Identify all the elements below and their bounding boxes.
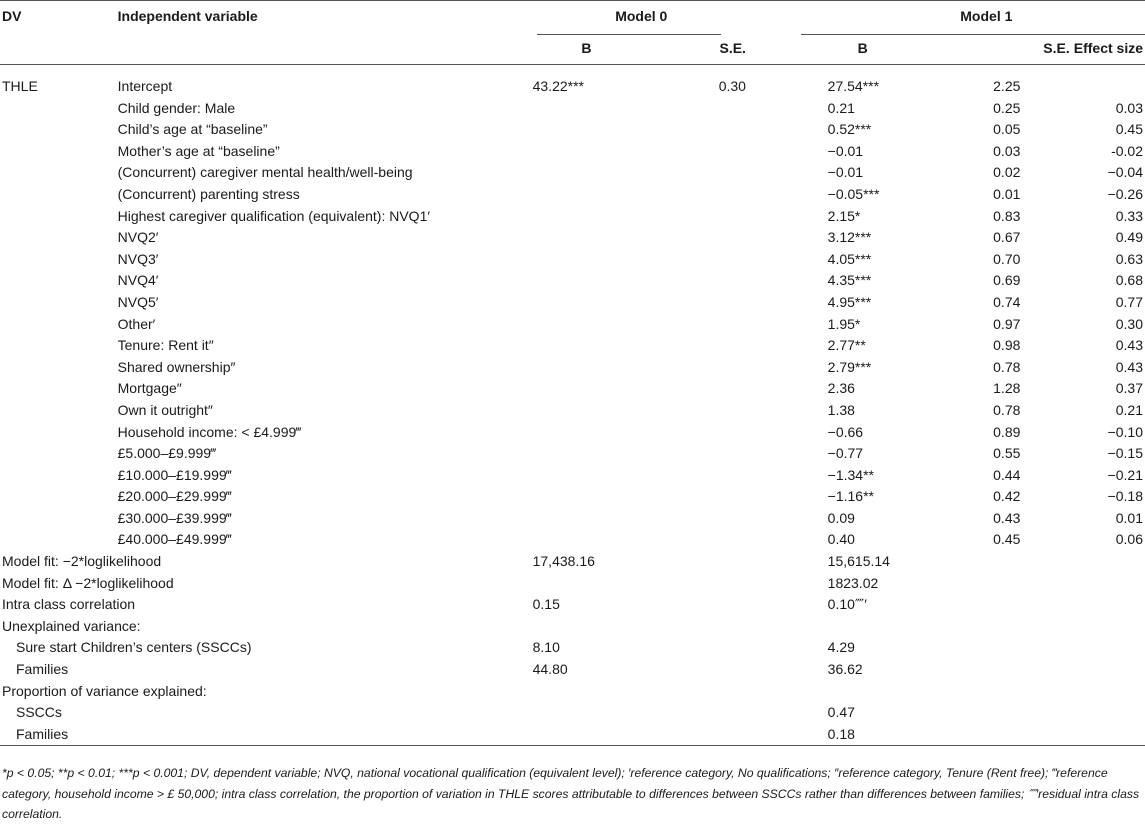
table-row <box>0 76 1145 98</box>
variable-name: NVQ2′ <box>117 229 159 246</box>
model1-b-value: 0.52*** <box>827 121 872 138</box>
spacer <box>975 724 1074 746</box>
model1-b-value: −1.34** <box>827 466 874 483</box>
model0-b-value: 43.22*** <box>532 78 584 94</box>
dv-cell <box>0 119 118 141</box>
model1-se-value: 0.45 <box>993 531 1021 548</box>
model0-se-value <box>670 162 750 184</box>
effect-size-value <box>1074 76 1145 98</box>
model0-se-value <box>670 529 750 551</box>
effect-size-value: 0.63 <box>1115 250 1143 267</box>
table-row <box>0 249 1145 271</box>
model1-se-value: 0.05 <box>993 121 1021 138</box>
effect-size-value: 0.30 <box>1115 315 1143 332</box>
dv-cell <box>0 508 118 530</box>
variable-name: £10.000–£19.999‴ <box>117 466 232 483</box>
summary-model0-value <box>533 724 671 746</box>
dv-cell <box>0 206 118 228</box>
model1-b-value: −0.05*** <box>827 185 880 202</box>
effect-size-value: 0.21 <box>1115 401 1143 418</box>
spacer <box>750 141 828 163</box>
effect-size-value: −0.18 <box>1107 488 1143 505</box>
spacer <box>750 616 828 638</box>
model1-b-value: −0.77 <box>827 445 864 462</box>
model0-se-value <box>670 98 750 120</box>
spacer <box>670 681 750 703</box>
effect-size-value: −0.15 <box>1107 445 1143 462</box>
spacer <box>1074 637 1145 659</box>
spacer <box>750 465 828 487</box>
table-row <box>0 119 1145 141</box>
summary-label: Intra class correlation <box>2 596 136 613</box>
summary-row <box>0 702 1145 724</box>
model0-b-value <box>533 486 671 508</box>
spacer <box>750 551 828 573</box>
spacer <box>670 659 750 681</box>
dv-cell <box>0 335 118 357</box>
effect-size-value: 0.33 <box>1115 207 1143 224</box>
table-row <box>0 465 1145 487</box>
dv-cell <box>0 141 118 163</box>
header-model0-se: S.E. <box>719 40 746 57</box>
model0-b-value <box>533 508 671 530</box>
spacer <box>1074 724 1145 746</box>
spacer <box>750 422 828 444</box>
spacer <box>975 573 1074 595</box>
summary-model0-value: 17,438.16 <box>532 553 595 570</box>
header-model1-b: B <box>857 40 868 57</box>
model0-b-value <box>533 422 671 444</box>
effect-size-value: -0.02 <box>1111 142 1143 159</box>
model1-b-value: 1.95* <box>827 315 861 332</box>
spacer <box>750 681 828 703</box>
dv-cell <box>0 314 118 336</box>
model0-b-value <box>533 206 671 228</box>
summary-model1-value: 0.47 <box>827 704 855 721</box>
effect-size-value: 0.49 <box>1115 229 1143 246</box>
variable-name: £5.000–£9.999‴ <box>117 445 217 462</box>
summary-model0-value <box>533 702 671 724</box>
model0-b-value <box>533 119 671 141</box>
spacer <box>975 681 1074 703</box>
summary-row <box>0 594 1145 616</box>
model0-b-value <box>533 529 671 551</box>
effect-size-value: 0.77 <box>1115 293 1143 310</box>
spacer <box>1074 616 1145 638</box>
model1-b-value: 2.36 <box>827 380 855 397</box>
model1-se-value: 0.89 <box>993 423 1021 440</box>
model0-se-value <box>670 357 750 379</box>
model0-b-value <box>533 335 671 357</box>
variable-name: (Concurrent) parenting stress <box>117 185 300 202</box>
model0-b-value <box>533 249 671 271</box>
dv-cell <box>0 184 118 206</box>
model0-se-value <box>670 465 750 487</box>
model0-se-value <box>670 184 750 206</box>
variable-name: Child gender: Male <box>117 99 236 116</box>
variable-name: Mortgage″ <box>117 380 182 397</box>
spacer <box>1074 573 1145 595</box>
model0-se-value <box>670 443 750 465</box>
variable-name: Tenure: Rent it″ <box>117 337 214 354</box>
spacer <box>750 335 828 357</box>
table-row <box>0 443 1145 465</box>
model1-b-value: 2.79*** <box>827 358 872 375</box>
model0-se-value <box>670 292 750 314</box>
spacer <box>975 551 1074 573</box>
spacer <box>670 724 750 746</box>
dv-cell <box>0 270 118 292</box>
dv-cell <box>0 465 118 487</box>
effect-size-value: −0.26 <box>1107 185 1143 202</box>
summary-model1-value: 15,615.14 <box>827 553 890 570</box>
spacer <box>750 724 828 746</box>
spacer <box>975 616 1074 638</box>
model1-se-value: 0.03 <box>993 142 1021 159</box>
summary-model0-value: 0.15 <box>532 596 560 613</box>
model1-se-value: 0.97 <box>993 315 1021 332</box>
table-row <box>0 335 1145 357</box>
table-row <box>0 486 1145 508</box>
summary-row <box>0 551 1145 573</box>
dv-cell <box>0 400 118 422</box>
spacer <box>975 594 1074 616</box>
summary-model0-value <box>533 681 671 703</box>
model1-se-value: 0.74 <box>993 293 1021 310</box>
table-row <box>0 141 1145 163</box>
table-row <box>0 184 1145 206</box>
model1-b-value: −0.01 <box>827 164 864 181</box>
variable-name: NVQ4′ <box>117 272 159 289</box>
table-row <box>0 206 1145 228</box>
model0-se-value <box>670 270 750 292</box>
effect-size-value: −0.04 <box>1107 164 1143 181</box>
model1-se-value: 0.01 <box>993 185 1021 202</box>
summary-model1-value: 0.18 <box>827 725 855 742</box>
model0-b-value <box>533 292 671 314</box>
spacer <box>750 184 828 206</box>
table-row <box>0 378 1145 400</box>
model0-b-value <box>533 357 671 379</box>
variable-name: Child’s age at “baseline” <box>117 121 268 138</box>
summary-model0-value: 44.80 <box>532 661 568 678</box>
spacer <box>975 637 1074 659</box>
spacer <box>750 508 828 530</box>
model1-se-value: 0.42 <box>993 488 1021 505</box>
spacer <box>750 659 828 681</box>
summary-model1-value: 1823.02 <box>827 574 879 591</box>
effect-size-value: 0.43 <box>1115 358 1143 375</box>
spacer <box>750 98 828 120</box>
spacer <box>750 702 828 724</box>
dv-cell <box>0 162 118 184</box>
variable-name: £30.000–£39.999‴ <box>117 509 232 526</box>
model0-se-value <box>670 486 750 508</box>
spacer <box>750 400 828 422</box>
model1-b-value: 2.77** <box>827 337 866 354</box>
variable-name: NVQ5′ <box>117 293 159 310</box>
variable-name: (Concurrent) caregiver mental health/well-being <box>117 164 413 181</box>
summary-label: SSCCs <box>16 704 62 721</box>
model0-b-value <box>533 270 671 292</box>
table-row <box>0 270 1145 292</box>
model0-b-value <box>533 400 671 422</box>
spacer <box>750 573 828 595</box>
variable-name: NVQ3′ <box>117 250 159 267</box>
model1-se-value: 0.25 <box>993 99 1021 116</box>
summary-model0-value <box>533 573 671 595</box>
model0-b-value <box>533 162 671 184</box>
table-row <box>0 292 1145 314</box>
header-model0: Model 0 <box>615 8 668 25</box>
model0-se-value <box>670 206 750 228</box>
model0-se-value <box>670 508 750 530</box>
model1-se-value: 0.78 <box>993 401 1021 418</box>
model1-b-value: 2.15* <box>827 207 861 224</box>
spacer <box>1074 659 1145 681</box>
spacer <box>975 702 1074 724</box>
dv-cell <box>0 98 118 120</box>
model1-b-value: 27.54*** <box>827 78 880 94</box>
model0-se-value <box>670 378 750 400</box>
model0-se-value <box>670 400 750 422</box>
model0-b-value <box>533 443 671 465</box>
dv-cell <box>0 443 118 465</box>
model1-b-value: 3.12*** <box>827 229 872 246</box>
model1-se-value: 0.43 <box>993 509 1021 526</box>
model1-b-value: 0.21 <box>827 99 855 116</box>
table-row <box>0 508 1145 530</box>
model1-b-value: 1.38 <box>827 401 855 418</box>
table-row <box>0 162 1145 184</box>
spacer <box>750 637 828 659</box>
summary-model1-value <box>828 616 975 638</box>
effect-size-value: −0.21 <box>1107 466 1143 483</box>
model0-b-value <box>533 184 671 206</box>
summary-model1-value: 0.10⁗′ <box>827 596 867 613</box>
spacer <box>1074 681 1145 703</box>
table-body <box>0 65 1145 746</box>
spacer <box>750 443 828 465</box>
effect-size-value: 0.01 <box>1115 509 1143 526</box>
spacer <box>750 206 828 228</box>
summary-model0-value <box>533 616 671 638</box>
effect-size-value: 0.45 <box>1115 121 1143 138</box>
summary-label: Model fit: Δ −2*loglikelihood <box>2 574 174 591</box>
table-row <box>0 422 1145 444</box>
model0-se-value <box>670 119 750 141</box>
model0-se-value <box>670 335 750 357</box>
effect-size-value: 0.03 <box>1115 99 1143 116</box>
variable-name: £40.000–£49.999‴ <box>117 531 232 548</box>
summary-label: Families <box>16 661 69 678</box>
model0-b-value <box>533 378 671 400</box>
summary-model1-value <box>828 681 975 703</box>
dv-cell <box>0 227 118 249</box>
effect-size-value: 0.68 <box>1115 272 1143 289</box>
spacer <box>750 227 828 249</box>
dv-cell <box>0 529 118 551</box>
spacer <box>975 659 1074 681</box>
spacer <box>750 162 828 184</box>
header-dv: DV <box>2 8 22 25</box>
model1-se-value: 0.69 <box>993 272 1021 289</box>
spacer <box>750 486 828 508</box>
table-row <box>0 314 1145 336</box>
model1-se-value: 0.98 <box>993 337 1021 354</box>
model1-se-value: 2.25 <box>993 78 1021 94</box>
model1-se-value: 0.67 <box>993 229 1021 246</box>
model0-se-value: 0.30 <box>718 78 746 94</box>
effect-size-value: 0.06 <box>1115 531 1143 548</box>
model1-b-value: 4.95*** <box>827 293 872 310</box>
spacer <box>750 314 828 336</box>
spacer <box>670 551 750 573</box>
header-row-columns <box>0 34 1145 65</box>
spacer <box>670 573 750 595</box>
spacer <box>1074 594 1145 616</box>
variable-name: Mother’s age at “baseline” <box>117 142 280 159</box>
table-row <box>0 529 1145 551</box>
model1-se-value: 0.55 <box>993 445 1021 462</box>
model0-se-value <box>670 141 750 163</box>
dv-cell <box>0 486 118 508</box>
summary-model0-value: 8.10 <box>532 639 560 656</box>
model1-se-value: 0.70 <box>993 250 1021 267</box>
header-effect-size: Effect size <box>1073 40 1143 57</box>
model0-b-value <box>533 227 671 249</box>
dv-cell <box>0 357 118 379</box>
variable-name: Intercept <box>117 78 173 94</box>
spacer <box>1074 702 1145 724</box>
model1-b-value: −0.01 <box>827 142 864 159</box>
model1-se-value: 0.78 <box>993 358 1021 375</box>
spacer <box>750 249 828 271</box>
spacer <box>670 594 750 616</box>
header-model1-se: S.E. <box>1043 40 1070 57</box>
model0-se-value <box>670 227 750 249</box>
spacer <box>750 292 828 314</box>
summary-row <box>0 637 1145 659</box>
variable-name: £20.000–£29.999‴ <box>117 488 232 505</box>
header-row-models <box>0 0 1145 34</box>
summary-label: Families <box>16 725 69 742</box>
summary-label: Proportion of variance explained: <box>2 682 207 699</box>
spacer <box>670 616 750 638</box>
effect-size-value: 0.37 <box>1115 380 1143 397</box>
spacer <box>750 357 828 379</box>
dv-cell <box>0 378 118 400</box>
summary-label: Model fit: −2*loglikelihood <box>2 553 162 570</box>
variable-name: Household income: < £4.999‴ <box>117 423 302 440</box>
table-row <box>0 357 1145 379</box>
summary-label: Unexplained variance: <box>2 617 141 634</box>
model1-b-value: −0.66 <box>827 423 864 440</box>
model0-se-value <box>670 422 750 444</box>
model1-b-value: 4.05*** <box>827 250 872 267</box>
dv-cell <box>0 292 118 314</box>
model1-b-value: −1.16** <box>827 488 874 505</box>
spacer <box>750 378 828 400</box>
model1-se-value: 0.83 <box>993 207 1021 224</box>
header-model1: Model 1 <box>960 8 1013 25</box>
summary-row <box>0 659 1145 681</box>
spacer <box>750 529 828 551</box>
header-independent-variable: Independent variable <box>117 8 258 25</box>
table-row <box>0 227 1145 249</box>
summary-model1-value: 4.29 <box>827 639 855 656</box>
spacer <box>750 594 828 616</box>
summary-row <box>0 724 1145 746</box>
dv-cell <box>0 249 118 271</box>
model1-b-value: 4.35*** <box>827 272 872 289</box>
spacer <box>1074 551 1145 573</box>
spacer <box>750 270 828 292</box>
spacer <box>750 76 828 98</box>
model0-b-value <box>533 465 671 487</box>
variable-name: Highest caregiver qualification (equivalent): NVQ1′ <box>117 207 430 224</box>
summary-model1-value: 36.62 <box>827 661 863 678</box>
model0-b-value <box>533 98 671 120</box>
model0-se-value <box>670 314 750 336</box>
effect-size-value: 0.43 <box>1115 337 1143 354</box>
dv-cell <box>0 422 118 444</box>
model0-b-value <box>533 314 671 336</box>
variable-name: Other′ <box>117 315 156 332</box>
model0-b-value <box>533 141 671 163</box>
summary-row <box>0 616 1145 638</box>
model1-b-value: 0.09 <box>827 509 855 526</box>
model1-se-value: 0.02 <box>993 164 1021 181</box>
model1-se-value: 1.28 <box>993 380 1021 397</box>
model0-se-value <box>670 249 750 271</box>
table-footnote: *p < 0.05; **p < 0.01; ***p < 0.001; DV, dependent variable; NVQ, national vocational qualification (equivalent level); ′reference category, No qualifications; ″reference category, Tenure (Rent free); ‴reference category, household income > £ 50,000; intra class correlation, the proportion of variation in THLE scores attributable to differences between SSCCs rather than differences between families; ⁗′residual intra class correlation. <box>2 766 1140 821</box>
spacer <box>670 702 750 724</box>
header-model0-b: B <box>581 40 592 57</box>
table-row <box>0 98 1145 120</box>
summary-row <box>0 573 1145 595</box>
spacer <box>670 637 750 659</box>
table-row <box>0 400 1145 422</box>
model1-b-value: 0.40 <box>827 531 855 548</box>
variable-name: Own it outright″ <box>117 401 213 418</box>
model1-se-value: 0.44 <box>993 466 1021 483</box>
effect-size-value: −0.10 <box>1107 423 1143 440</box>
summary-label: Sure start Children’s centers (SSCCs) <box>16 639 252 656</box>
summary-row <box>0 681 1145 703</box>
variable-name: Shared ownership″ <box>117 358 236 375</box>
spacer <box>750 119 828 141</box>
dv-cell: THLE <box>2 78 38 94</box>
